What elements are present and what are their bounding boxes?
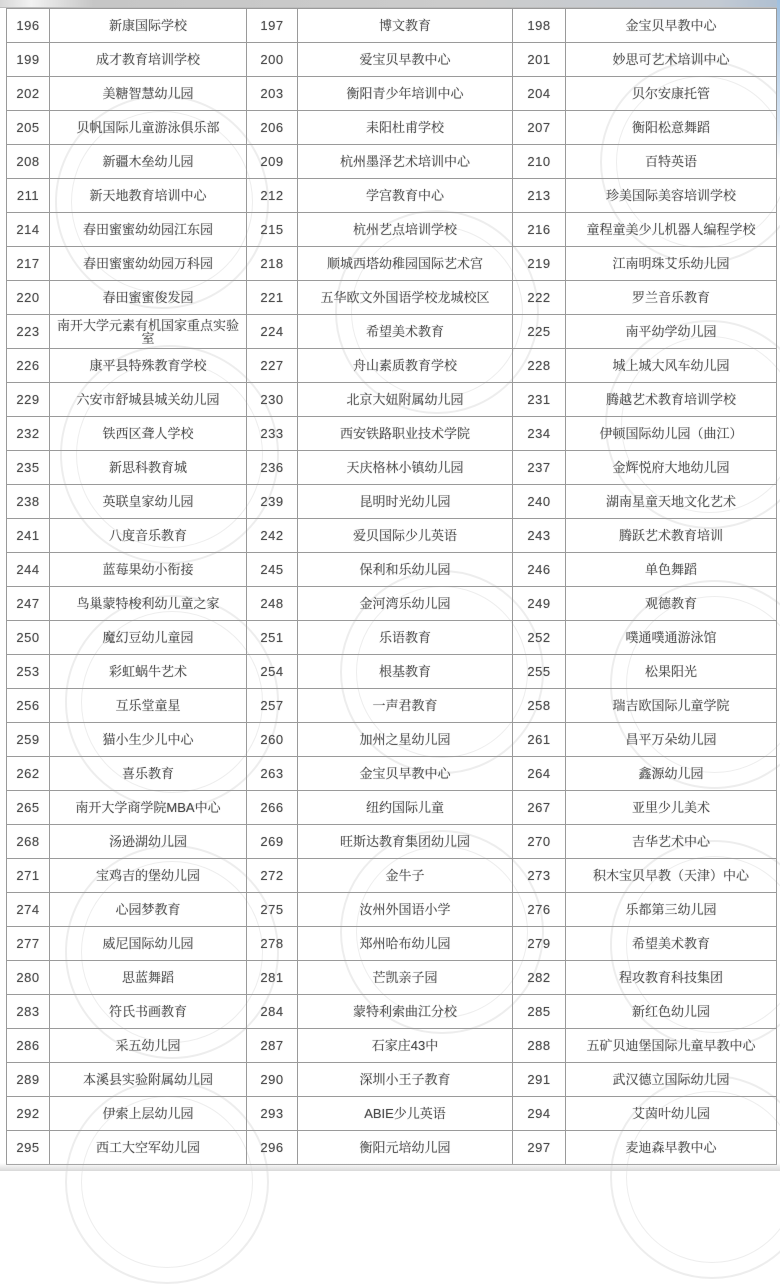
institution-name-cell: 心园梦教育: [50, 893, 247, 927]
table-row: [7, 213, 777, 247]
row-number-cell: 295: [7, 1131, 50, 1165]
institution-name-cell: 石家庄43中: [298, 1029, 513, 1063]
table-row: [7, 621, 777, 655]
row-number-cell: 269: [247, 825, 298, 859]
institution-name-cell: 瑞吉欧国际儿童学院: [566, 689, 777, 723]
institution-name-cell: ABIE少儿英语: [298, 1097, 513, 1131]
institution-name-cell: 金宝贝早教中心: [566, 9, 777, 43]
row-number-cell: 282: [513, 961, 566, 995]
row-number-cell: 243: [513, 519, 566, 553]
institution-name-cell: 积木宝贝早教（天津）中心: [566, 859, 777, 893]
institution-name-cell: 五矿贝迪堡国际儿童早教中心: [566, 1029, 777, 1063]
table-row: [7, 655, 777, 689]
row-number-cell: 222: [513, 281, 566, 315]
row-number-cell: 258: [513, 689, 566, 723]
row-number-cell: 220: [7, 281, 50, 315]
institution-name-cell: 西安铁路职业技术学院: [298, 417, 513, 451]
institution-name-cell: 保利和乐幼儿园: [298, 553, 513, 587]
institution-name-cell: 金牛子: [298, 859, 513, 893]
row-number-cell: 252: [513, 621, 566, 655]
institution-name-cell: 美糖智慧幼儿园: [50, 77, 247, 111]
row-number-cell: 228: [513, 349, 566, 383]
institution-name-cell: 芒凯亲子园: [298, 961, 513, 995]
row-number-cell: 236: [247, 451, 298, 485]
row-number-cell: 251: [247, 621, 298, 655]
row-number-cell: 262: [7, 757, 50, 791]
institution-name-cell: 魔幻豆幼儿童园: [50, 621, 247, 655]
institution-name-cell: 耒阳杜甫学校: [298, 111, 513, 145]
institution-name-cell: 成才教育培训学校: [50, 43, 247, 77]
row-number-cell: 196: [7, 9, 50, 43]
table-row: [7, 1131, 777, 1165]
institution-name-cell: 新天地教育培训中心: [50, 179, 247, 213]
institution-name-cell: 金河湾乐幼儿园: [298, 587, 513, 621]
institution-name-cell: 衡阳青少年培训中心: [298, 77, 513, 111]
row-number-cell: 249: [513, 587, 566, 621]
row-number-cell: 209: [247, 145, 298, 179]
institution-name-cell: 乐语教育: [298, 621, 513, 655]
row-number-cell: 233: [247, 417, 298, 451]
table-row: [7, 995, 777, 1029]
institution-name-cell: 博文教育: [298, 9, 513, 43]
row-number-cell: 217: [7, 247, 50, 281]
row-number-cell: 218: [247, 247, 298, 281]
table-row: [7, 111, 777, 145]
row-number-cell: 221: [247, 281, 298, 315]
row-number-cell: 266: [247, 791, 298, 825]
row-number-cell: 202: [7, 77, 50, 111]
table-row: [7, 927, 777, 961]
institution-name-cell: 英联皇家幼儿园: [50, 485, 247, 519]
institution-name-cell: 爱宝贝早教中心: [298, 43, 513, 77]
table-row: [7, 281, 777, 315]
row-number-cell: 229: [7, 383, 50, 417]
row-number-cell: 238: [7, 485, 50, 519]
institution-name-cell: 春田蜜蜜幼幼园万科园: [50, 247, 247, 281]
institution-name-cell: 深圳小王子教育: [298, 1063, 513, 1097]
table-row: [7, 383, 777, 417]
table-row: [7, 587, 777, 621]
row-number-cell: 207: [513, 111, 566, 145]
institution-name-cell: 麦迪森早教中心: [566, 1131, 777, 1165]
institution-name-cell: 湖南星童天地文化艺术: [566, 485, 777, 519]
row-number-cell: 199: [7, 43, 50, 77]
row-number-cell: 254: [247, 655, 298, 689]
row-number-cell: 281: [247, 961, 298, 995]
row-number-cell: 230: [247, 383, 298, 417]
row-number-cell: 287: [247, 1029, 298, 1063]
institution-name-cell: 纽约国际儿童: [298, 791, 513, 825]
institution-name-cell: 威尼国际幼儿园: [50, 927, 247, 961]
row-number-cell: 257: [247, 689, 298, 723]
table-row: [7, 417, 777, 451]
row-number-cell: 294: [513, 1097, 566, 1131]
institution-name-cell: 汤逊湖幼儿园: [50, 825, 247, 859]
table-row: [7, 77, 777, 111]
row-number-cell: 286: [7, 1029, 50, 1063]
row-number-cell: 270: [513, 825, 566, 859]
row-number-cell: 237: [513, 451, 566, 485]
institution-name-cell: 腾越艺术教育培训学校: [566, 383, 777, 417]
institution-name-cell: 杭州艺点培训学校: [298, 213, 513, 247]
table-row: [7, 179, 777, 213]
top-edge-strip: [0, 0, 780, 8]
row-number-cell: 231: [513, 383, 566, 417]
institution-name-cell: 天庆格林小镇幼儿园: [298, 451, 513, 485]
institution-name-cell: 康平县特殊教育学校: [50, 349, 247, 383]
institution-name-cell: 希望美术教育: [298, 315, 513, 349]
institution-name-cell: 希望美术教育: [566, 927, 777, 961]
row-number-cell: 288: [513, 1029, 566, 1063]
row-number-cell: 240: [513, 485, 566, 519]
row-number-cell: 225: [513, 315, 566, 349]
institution-name-cell: 鸟巢蒙特梭利幼儿童之家: [50, 587, 247, 621]
institutions-table: [6, 8, 777, 1165]
institution-name-cell: 新红色幼儿园: [566, 995, 777, 1029]
institution-name-cell: 加州之星幼儿园: [298, 723, 513, 757]
institution-name-cell: 昆明时光幼儿园: [298, 485, 513, 519]
table-row: [7, 553, 777, 587]
row-number-cell: 255: [513, 655, 566, 689]
institutions-table-body: [7, 9, 777, 1165]
row-number-cell: 256: [7, 689, 50, 723]
institution-name-cell: 江南明珠艾乐幼儿园: [566, 247, 777, 281]
row-number-cell: 280: [7, 961, 50, 995]
table-row: [7, 519, 777, 553]
institution-name-cell: 一声君教育: [298, 689, 513, 723]
bottom-edge-fade: [0, 1163, 780, 1171]
row-number-cell: 284: [247, 995, 298, 1029]
row-number-cell: 216: [513, 213, 566, 247]
institution-name-cell: 六安市舒城县城关幼儿园: [50, 383, 247, 417]
table-row: [7, 859, 777, 893]
row-number-cell: 242: [247, 519, 298, 553]
institution-name-cell: 北京大妞附属幼儿园: [298, 383, 513, 417]
institution-name-cell: 程攻教育科技集团: [566, 961, 777, 995]
row-number-cell: 250: [7, 621, 50, 655]
table-row: [7, 315, 777, 349]
row-number-cell: 259: [7, 723, 50, 757]
row-number-cell: 211: [7, 179, 50, 213]
row-number-cell: 292: [7, 1097, 50, 1131]
institution-name-cell: 伊顿国际幼儿园（曲江）: [566, 417, 777, 451]
institution-name-cell: 南开大学商学院MBA中心: [50, 791, 247, 825]
row-number-cell: 291: [513, 1063, 566, 1097]
row-number-cell: 261: [513, 723, 566, 757]
institution-name-cell: 符氏书画教育: [50, 995, 247, 1029]
institution-name-cell: 猫小生少儿中心: [50, 723, 247, 757]
institution-name-cell: 噗通噗通游泳馆: [566, 621, 777, 655]
institution-name-cell: 伊索上层幼儿园: [50, 1097, 247, 1131]
institution-name-cell: 春田蜜蜜俊发园: [50, 281, 247, 315]
row-number-cell: 275: [247, 893, 298, 927]
row-number-cell: 214: [7, 213, 50, 247]
row-number-cell: 289: [7, 1063, 50, 1097]
table-row: [7, 145, 777, 179]
row-number-cell: 253: [7, 655, 50, 689]
institution-name-cell: 学宫教育中心: [298, 179, 513, 213]
row-number-cell: 248: [247, 587, 298, 621]
table-row: [7, 757, 777, 791]
institution-name-cell: 贝尔安康托管: [566, 77, 777, 111]
institution-name-cell: 互乐堂童星: [50, 689, 247, 723]
institution-name-cell: 旺斯达教育集团幼儿园: [298, 825, 513, 859]
institution-name-cell: 艾茵叶幼儿园: [566, 1097, 777, 1131]
row-number-cell: 235: [7, 451, 50, 485]
institution-name-cell: 亚里少儿美术: [566, 791, 777, 825]
row-number-cell: 244: [7, 553, 50, 587]
institution-name-cell: 宝鸡吉的堡幼儿园: [50, 859, 247, 893]
institution-name-cell: 罗兰音乐教育: [566, 281, 777, 315]
table-row: [7, 485, 777, 519]
institution-name-cell: 南平幼学幼儿园: [566, 315, 777, 349]
table-row: [7, 349, 777, 383]
row-number-cell: 246: [513, 553, 566, 587]
table-row: [7, 689, 777, 723]
table-row: [7, 723, 777, 757]
institution-name-cell: 本溪县实验附属幼儿园: [50, 1063, 247, 1097]
row-number-cell: 273: [513, 859, 566, 893]
row-number-cell: 265: [7, 791, 50, 825]
row-number-cell: 227: [247, 349, 298, 383]
row-number-cell: 201: [513, 43, 566, 77]
institution-name-cell: 顺城西塔幼稚园国际艺术宫: [298, 247, 513, 281]
institution-name-cell: 新思科教育城: [50, 451, 247, 485]
row-number-cell: 260: [247, 723, 298, 757]
table-row: [7, 791, 777, 825]
row-number-cell: 264: [513, 757, 566, 791]
table-row: [7, 1097, 777, 1131]
institution-name-cell: 腾跃艺术教育培训: [566, 519, 777, 553]
institution-name-cell: 金辉悦府大地幼儿园: [566, 451, 777, 485]
row-number-cell: 198: [513, 9, 566, 43]
row-number-cell: 277: [7, 927, 50, 961]
table-row: [7, 1063, 777, 1097]
table-row: [7, 451, 777, 485]
row-number-cell: 245: [247, 553, 298, 587]
institution-name-cell: 珍美国际美容培训学校: [566, 179, 777, 213]
institution-name-cell: 吉华艺术中心: [566, 825, 777, 859]
institution-name-cell: 贝帆国际儿童游泳俱乐部: [50, 111, 247, 145]
institution-name-cell: 舟山素质教育学校: [298, 349, 513, 383]
row-number-cell: 212: [247, 179, 298, 213]
row-number-cell: 234: [513, 417, 566, 451]
row-number-cell: 274: [7, 893, 50, 927]
institution-name-cell: 八度音乐教育: [50, 519, 247, 553]
institution-name-cell: 童程童美少儿机器人编程学校: [566, 213, 777, 247]
institution-name-cell: 铁西区聋人学校: [50, 417, 247, 451]
row-number-cell: 232: [7, 417, 50, 451]
institution-name-cell: 昌平万朵幼儿园: [566, 723, 777, 757]
institution-name-cell: 蒙特利索曲江分校: [298, 995, 513, 1029]
row-number-cell: 208: [7, 145, 50, 179]
institution-name-cell: 根基教育: [298, 655, 513, 689]
institution-name-cell: 西工大空军幼儿园: [50, 1131, 247, 1165]
table-row: [7, 893, 777, 927]
row-number-cell: 268: [7, 825, 50, 859]
row-number-cell: 203: [247, 77, 298, 111]
institution-name-cell: 观德教育: [566, 587, 777, 621]
row-number-cell: 239: [247, 485, 298, 519]
row-number-cell: 279: [513, 927, 566, 961]
row-number-cell: 276: [513, 893, 566, 927]
row-number-cell: 278: [247, 927, 298, 961]
row-number-cell: 283: [7, 995, 50, 1029]
institution-name-cell: 衡阳松意舞蹈: [566, 111, 777, 145]
row-number-cell: 272: [247, 859, 298, 893]
row-number-cell: 219: [513, 247, 566, 281]
institution-name-cell: 杭州墨泽艺术培训中心: [298, 145, 513, 179]
row-number-cell: 215: [247, 213, 298, 247]
institution-name-cell: 武汉德立国际幼儿园: [566, 1063, 777, 1097]
institution-name-cell: 新康国际学校: [50, 9, 247, 43]
row-number-cell: 205: [7, 111, 50, 145]
row-number-cell: 247: [7, 587, 50, 621]
institution-name-cell: 鑫源幼儿园: [566, 757, 777, 791]
row-number-cell: 293: [247, 1097, 298, 1131]
institution-name-cell: 乐都第三幼儿园: [566, 893, 777, 927]
row-number-cell: 226: [7, 349, 50, 383]
row-number-cell: 206: [247, 111, 298, 145]
row-number-cell: 285: [513, 995, 566, 1029]
institution-name-cell: 爱贝国际少儿英语: [298, 519, 513, 553]
institution-name-cell: 春田蜜蜜幼幼园江东园: [50, 213, 247, 247]
institution-name-cell: 衡阳元培幼儿园: [298, 1131, 513, 1165]
institution-name-cell: 蓝莓果幼小衔接: [50, 553, 247, 587]
institution-name-cell: 彩虹蜗牛艺术: [50, 655, 247, 689]
row-number-cell: 223: [7, 315, 50, 349]
institution-name-cell: 采五幼儿园: [50, 1029, 247, 1063]
institution-name-cell: 金宝贝早教中心: [298, 757, 513, 791]
table-row: [7, 9, 777, 43]
table-row: [7, 43, 777, 77]
institution-name-cell: 汝州外国语小学: [298, 893, 513, 927]
row-number-cell: 210: [513, 145, 566, 179]
institution-name-cell: 百特英语: [566, 145, 777, 179]
row-number-cell: 267: [513, 791, 566, 825]
institution-name-cell: 五华欧文外国语学校龙城校区: [298, 281, 513, 315]
table-row: [7, 247, 777, 281]
row-number-cell: 204: [513, 77, 566, 111]
table-row: [7, 961, 777, 995]
institution-name-cell: 城上城大风车幼儿园: [566, 349, 777, 383]
institution-name-cell: 思蓝舞蹈: [50, 961, 247, 995]
row-number-cell: 290: [247, 1063, 298, 1097]
row-number-cell: 224: [247, 315, 298, 349]
institution-name-cell: 新疆木垒幼儿园: [50, 145, 247, 179]
institution-name-cell: 郑州哈布幼儿园: [298, 927, 513, 961]
row-number-cell: 271: [7, 859, 50, 893]
row-number-cell: 241: [7, 519, 50, 553]
row-number-cell: 213: [513, 179, 566, 213]
row-number-cell: 296: [247, 1131, 298, 1165]
row-number-cell: 197: [247, 9, 298, 43]
table-row: [7, 825, 777, 859]
institution-name-cell: 松果阳光: [566, 655, 777, 689]
institution-name-cell: 喜乐教育: [50, 757, 247, 791]
institution-name-cell: 单色舞蹈: [566, 553, 777, 587]
row-number-cell: 297: [513, 1131, 566, 1165]
table-row: [7, 1029, 777, 1063]
institution-name-cell: 南开大学元素有机国家重点实验室: [50, 315, 247, 349]
institution-name-cell: 妙思可艺术培训中心: [566, 43, 777, 77]
row-number-cell: 200: [247, 43, 298, 77]
row-number-cell: 263: [247, 757, 298, 791]
